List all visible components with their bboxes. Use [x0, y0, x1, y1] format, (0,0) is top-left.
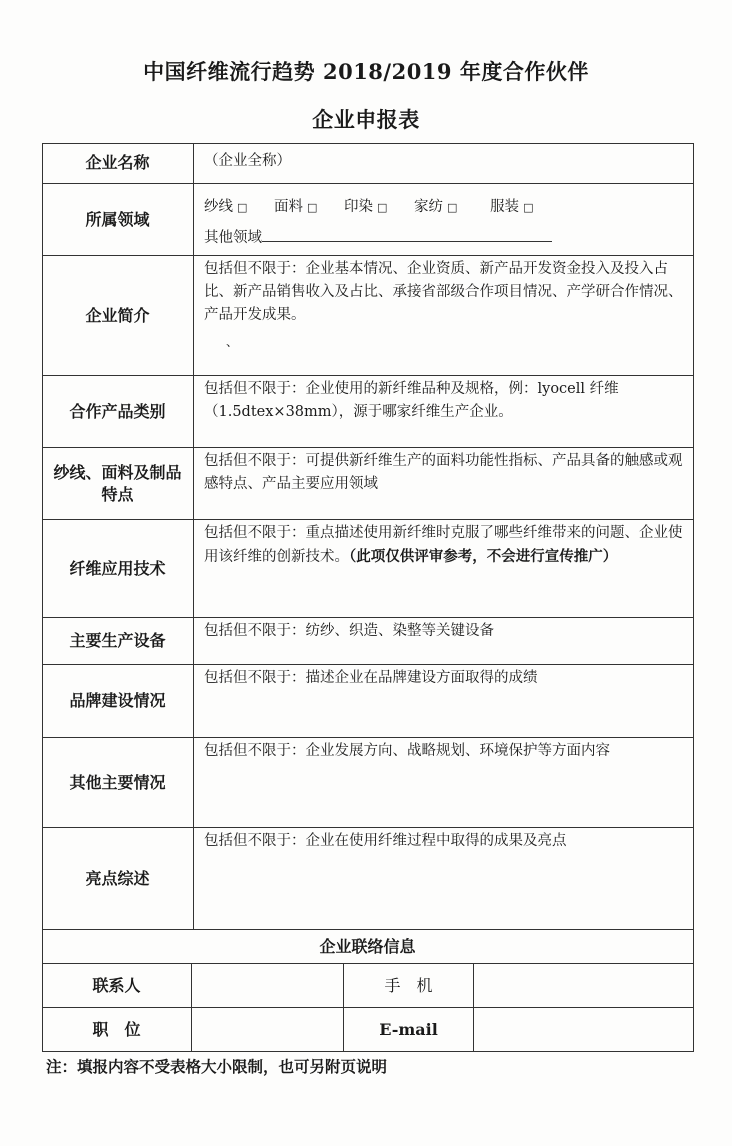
- tech-note: （此项仅供评审参考，不会进行宣传推广）: [349, 548, 618, 565]
- equipment-hint: 包括但不限于：纺纱、织造、染整等关键设备: [204, 623, 494, 639]
- option-fabric[interactable]: 面料 □: [274, 199, 318, 215]
- label-mobile: 手 机: [344, 964, 474, 1008]
- features-field[interactable]: [194, 448, 694, 520]
- email-input[interactable]: [474, 1008, 694, 1052]
- position-input[interactable]: [192, 1008, 344, 1052]
- other-hint: 包括但不限于：企业发展方向、战略规划、环境保护等方面内容: [204, 743, 610, 759]
- other-field-label: 其他领域: [204, 230, 262, 246]
- contact-person-input[interactable]: [192, 964, 344, 1008]
- other-field[interactable]: [194, 738, 694, 828]
- label-brand: 品牌建设情况: [42, 665, 194, 738]
- mobile-input[interactable]: [474, 964, 694, 1008]
- checkbox-icon[interactable]: □: [523, 201, 534, 214]
- label-product-type: 合作产品类别: [42, 376, 194, 448]
- option-apparel[interactable]: 服装 □: [490, 199, 534, 215]
- label-email: E-mail: [344, 1008, 474, 1052]
- option-home-textile[interactable]: 家纺 □: [414, 199, 458, 215]
- label-field: 所属领域: [42, 184, 194, 256]
- contact-section-header: 企业联络信息: [42, 930, 694, 964]
- tech-hint: 包括但不限于：重点描述使用新纤维时克服了哪些纤维带来的问题、企业使用该纤维的创新技术。（此项仅供评审参考，不会进行宣传推广）: [204, 525, 683, 565]
- option-dyeing[interactable]: 印染 □: [344, 199, 388, 215]
- highlights-hint: 包括但不限于：企业在使用纤维过程中取得的成果及亮点: [204, 833, 567, 849]
- footnote: 注：填报内容不受表格大小限制，也可另附页说明: [46, 1057, 388, 1076]
- checkbox-icon[interactable]: □: [447, 201, 458, 214]
- highlights-field[interactable]: [194, 828, 694, 930]
- label-position: 职 位: [42, 1008, 192, 1052]
- checkbox-icon[interactable]: □: [307, 201, 318, 214]
- intro-hint: 包括但不限于：企业基本情况、企业资质、新产品开发资金投入及投入占比、新产品销售收入及占比、承接省部级合作项目情况、产学研合作情况、产品开发成果。: [204, 261, 683, 323]
- company-name-field[interactable]: [194, 143, 694, 184]
- label-other: 其他主要情况: [42, 738, 194, 828]
- field-options: [194, 184, 694, 256]
- other-field-input[interactable]: [262, 224, 552, 242]
- equipment-field[interactable]: [194, 618, 694, 665]
- label-intro: 企业简介: [42, 256, 194, 376]
- field-option-row: [204, 192, 683, 223]
- label-contact-person: 联系人: [42, 964, 192, 1008]
- checkbox-icon[interactable]: □: [377, 201, 388, 214]
- field-other-row: [204, 223, 683, 253]
- form-subtitle: 企业申报表: [312, 107, 420, 132]
- product-type-field[interactable]: [194, 376, 694, 448]
- product-type-hint: 包括但不限于：企业使用的新纤维品种及规格，例：lyocell 纤维（1.5dtex×38mm），源于哪家纤维生产企业。: [204, 381, 619, 420]
- checkbox-icon[interactable]: □: [237, 201, 248, 214]
- option-yarn[interactable]: 纱线 □: [204, 199, 248, 215]
- label-company-name: 企业名称: [42, 143, 194, 184]
- company-name-hint: （企业全称）: [204, 153, 291, 169]
- form-title: 中国纤维流行趋势 2018/2019 年度合作伙伴: [143, 59, 589, 84]
- label-features: 纱线、面料及制品特点: [42, 448, 194, 520]
- brand-hint: 包括但不限于：描述企业在品牌建设方面取得的成绩: [204, 670, 538, 686]
- intro-field[interactable]: [194, 256, 694, 376]
- brand-field[interactable]: [194, 665, 694, 738]
- intro-stray-mark: 、: [226, 335, 239, 349]
- features-hint: 包括但不限于：可提供新纤维生产的面料功能性指标、产品具备的触感或观感特点、产品主要应用领域: [204, 453, 683, 492]
- label-tech: 纤维应用技术: [42, 520, 194, 618]
- tech-field[interactable]: [194, 520, 694, 618]
- label-equipment: 主要生产设备: [42, 618, 194, 665]
- label-highlights: 亮点综述: [42, 828, 194, 930]
